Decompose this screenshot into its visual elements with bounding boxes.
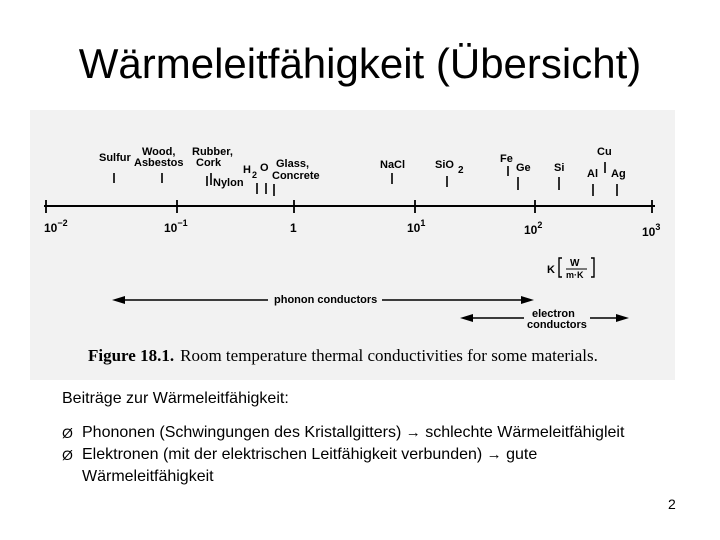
tick-label-1e-2: $10^{-2}$ [44, 218, 68, 235]
slide-title: Wärmeleitfähigkeit (Übersicht) [78, 40, 642, 87]
unit-denominator: m·K [566, 270, 584, 280]
bullet-list [62, 422, 642, 488]
tick-label-1e-1: $10^{-1}$ [164, 218, 188, 235]
material-label-si: Si [554, 162, 565, 174]
material-label-ge: Ge [516, 162, 531, 174]
bullet-phonons [62, 422, 642, 444]
material-label-wood: Wood, [142, 146, 176, 158]
tick-label-1e3: $10^3$ [642, 222, 661, 239]
material-label-ag: Ag [611, 168, 626, 180]
material-label-fe: Fe [500, 153, 513, 165]
material-label-cu: Cu [597, 146, 612, 158]
material-label-sio2-sub: 2 [458, 165, 464, 176]
bullet-text [82, 422, 642, 444]
right-arrow-icon: → [486, 446, 502, 463]
tick-label-1e1: $10^1$ [407, 218, 426, 235]
material-label-concrete: Concrete [272, 170, 320, 182]
bullet-text [82, 444, 642, 488]
material-label-h: H [243, 164, 251, 176]
bullet-arrow-icon: Ø [62, 425, 73, 441]
bullet-text-after: gute Wärmeleitfähigkeit [82, 446, 538, 485]
material-label-nylon: Nylon [213, 177, 244, 189]
tick-label-1: 1 [290, 221, 297, 235]
material-label-h2o-sub: 2 [252, 170, 258, 180]
material-label-rubber: Rubber, [192, 146, 233, 158]
bullet-arrow-icon: Ø [62, 447, 73, 463]
bullet-text-before: Elektronen (mit der elektrischen Leitfähigkeit verbunden) [82, 446, 483, 463]
material-label-o: O [260, 162, 269, 174]
phonon-label: phonon conductors [274, 294, 378, 306]
figure-caption-label: Figure 18.1. [88, 346, 175, 365]
page-number: 2 [668, 496, 676, 512]
material-label-asbestos: Asbestos [134, 157, 184, 169]
material-label-cork: Cork [196, 157, 222, 169]
electron-label-line1: electron [532, 308, 575, 320]
bullet-electrons [62, 444, 642, 488]
thermal-conductivity-figure [30, 110, 675, 380]
material-label-glass: Glass, [276, 158, 310, 170]
figure-caption-text: Room temperature thermal conductivities for some materials. [180, 346, 598, 365]
material-label-al: Al [587, 168, 598, 180]
bullet-text-after: schlechte Wärmeleitfähiglеit [425, 424, 625, 441]
section-heading: Beiträge zur Wärmeleitfähigkeit: [62, 390, 289, 407]
tick-label-1e2: $10^2$ [524, 220, 543, 237]
figure-caption [88, 346, 598, 366]
material-label-sio: SiO [435, 159, 454, 171]
material-label-nacl: NaCl [380, 159, 406, 171]
unit-numerator: W [570, 258, 580, 269]
right-arrow-icon: → [405, 424, 421, 441]
material-label-sulfur: Sulfur [99, 152, 131, 164]
bullet-text-before: Phononen (Schwingungen des Kristallgitters) [82, 424, 402, 441]
unit-symbol: K [547, 264, 555, 276]
electron-label-line2: conductors [527, 319, 587, 331]
